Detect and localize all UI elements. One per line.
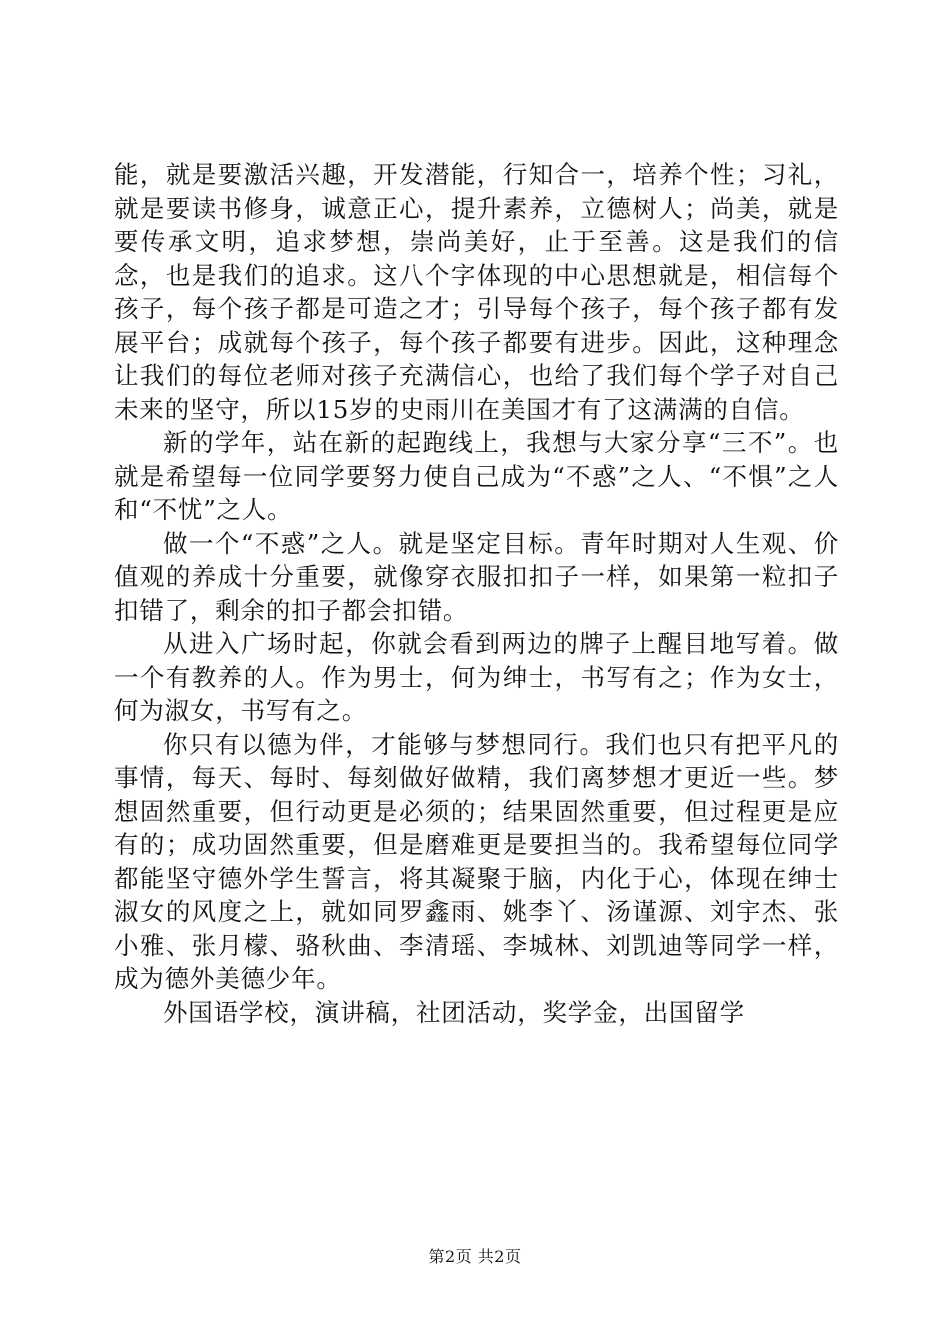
paragraph-three-nots: 新的学年，站在新的起跑线上，我想与大家分享“三不”。也就是希望每一位同学要努力使自己成为“不惑”之人、“不惧”之人和“不忧”之人。 <box>114 428 839 524</box>
paragraph-keywords: 外国语学校，演讲稿，社团活动，奖学金，出国留学 <box>163 997 745 1027</box>
page-number-footer: 第2页 共2页 <box>428 1247 522 1266</box>
paragraph-square-signs: 从进入广场时起，你就会看到两边的牌子上醒目地写着。做一个有教养的人。作为男士，何为绅士，书写有之；作为女士，何为淑女，书写有之。 <box>114 629 839 725</box>
paragraph-virtue-dream: 你只有以德为伴，才能够与梦想同行。我们也只有把平凡的事情，每天、每时、每刻做好做精，我们离梦想才更近一些。梦想固然重要，但行动更是必须的；结果固然重要，但过程更是应有的；成功固然重要，但是磨难更是要担当的。我希望每位同学都能坚守德外学生誓言，将其凝聚于脑，内化于心，体现在绅士淑女的风度之上，就如同罗鑫雨、姚李丫、汤谨源、刘宇杰、张小雅、张月檬、骆秋曲、李清瑶、李城林、刘凯迪等同学一样，成为德外美德少年。 <box>114 729 839 993</box>
paragraph-continued: 能，就是要激活兴趣，开发潜能，行知合一，培养个性；习礼，就是要读书修身，诚意正心，提升素养，立德树人；尚美，就是要传承文明，追求梦想，崇尚美好，止于至善。这是我们的信念，也是我们的追求。这八个字体现的中心思想就是，相信每个孩子，每个孩子都是可造之才；引导每个孩子，每个孩子都有发展平台；成就每个孩子，每个孩子都要有进步。因此，这种理念让我们的每位老师对孩子充满信心，也给了我们每个学子对自己未来的坚守，所以15岁的史雨川在美国才有了这满满的自信。 <box>114 160 839 424</box>
document-body <box>114 158 839 1029</box>
paragraph-not-confused: 做一个“不惑”之人。就是坚定目标。青年时期对人生观、价值观的养成十分重要，就像穿衣服扣扣子一样，如果第一粒扣子扣错了，剩余的扣子都会扣错。 <box>114 528 839 625</box>
